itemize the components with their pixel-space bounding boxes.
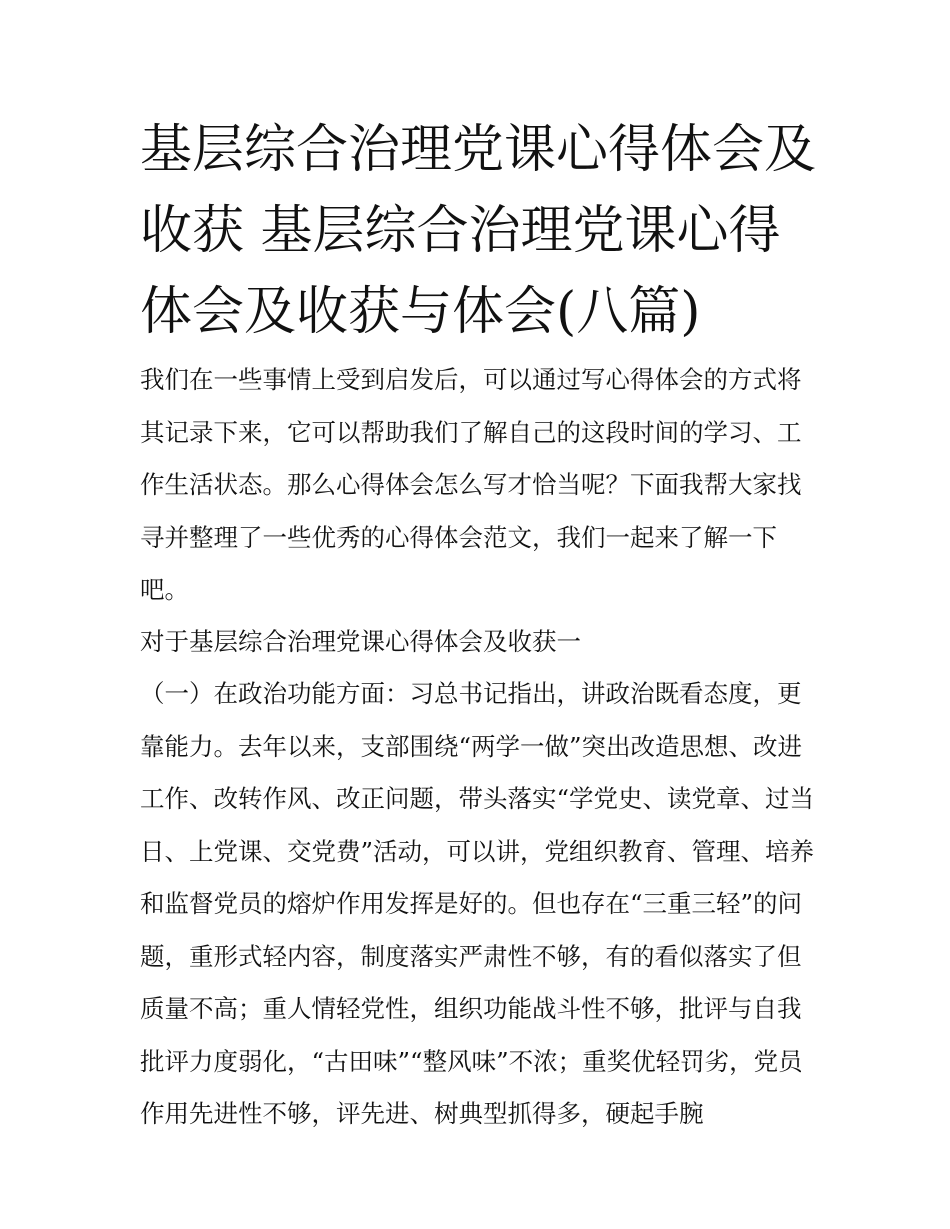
body-paragraph: （一）在政治功能方面：习总书记指出，讲政治既看态度，更靠能力。去年以来，支部围绕“两学一做”突出改造思想、改进工作、改转作风、改正问题，带头落实“学党史、读党章、过当日、上党课、交党费”活动，可以讲，党组织教育、管理、培养和监督党员的熔炉作用发挥是好的。但也存在“三重三轻”的问题，重形式轻内容，制度落实严肃性不够，有的看似落实了但质量不高；重人情轻党性，组织功能战斗性不够，批评与自我批评力度弱化，“古田味”“整风味”不浓；重奖优轻罚劣，党员作用先进性不够，评先进、树典型抓得多，硬起手腕 (140, 679, 815, 1128)
intro-paragraph: 我们在一些事情上受到启发后，可以通过写心得体会的方式将其记录下来，它可以帮助我们了解自己的这段时间的学习、工作生活状态。那么心得体会怎么写才恰当呢？下面我帮大家找寻并整理了一些优秀的心得体会范文，我们一起来了解一下吧。 (140, 365, 802, 604)
document-title: 基层综合治理党课心得体会及收获 基层综合治理党课心得体会及收获与体会(八篇) (140, 120, 817, 342)
section-heading: 对于基层综合治理党课心得体会及收获一 (140, 627, 581, 656)
